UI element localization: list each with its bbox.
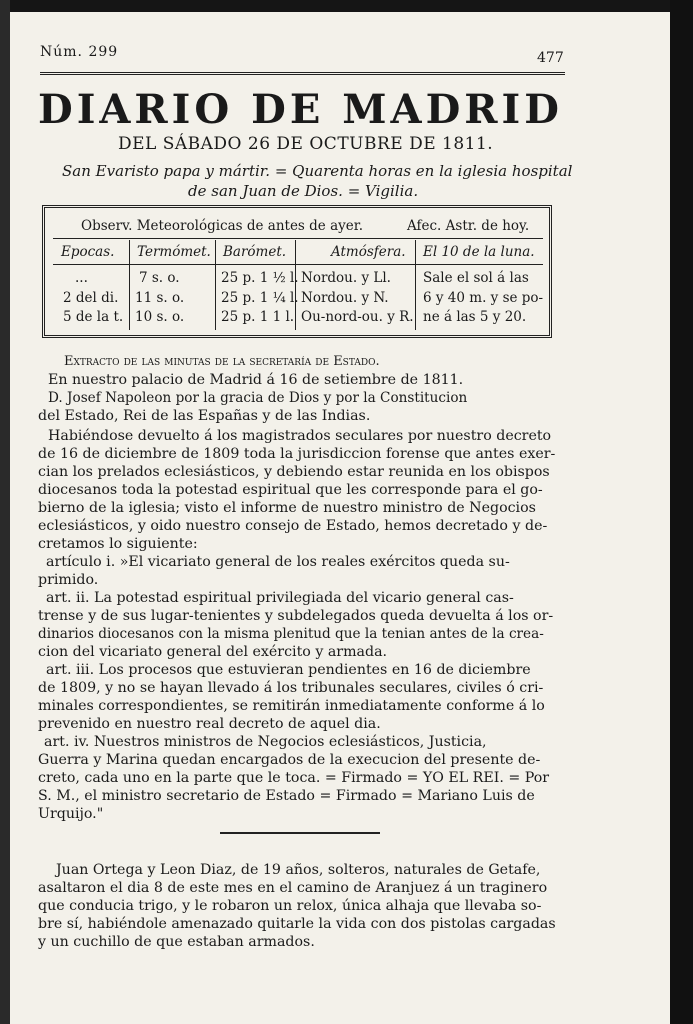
article-line: Guerra y Marina quedan encargados de la execucion del presente de- xyxy=(38,752,541,768)
row-2-epoca: 2 del di. xyxy=(63,290,119,306)
row-1-luna: Sale el sol á las xyxy=(423,270,529,286)
article-line: Urquijo." xyxy=(38,806,104,822)
header-double-rule xyxy=(40,72,565,79)
article-line: bierno de la iglesia; visto el informe de nuestro ministro de Negocios xyxy=(38,500,536,516)
news-line: que conducia trigo, y le robaron un relox, única alhaja que llevaba so- xyxy=(38,898,542,914)
scan-top-border xyxy=(0,0,693,12)
page-number: 477 xyxy=(537,50,564,66)
meteo-heading-right: Afec. Astr. de hoy. xyxy=(407,218,530,234)
article-line: de 1809, y no se hayan llevado á los tribunales seculares, civiles ó cri- xyxy=(38,680,544,696)
article-line: prevenido en nuestro real decreto de aquel dia. xyxy=(38,716,381,732)
table-col-divider xyxy=(215,240,216,330)
row-2-atmosfera: Nordou. y N. xyxy=(301,290,389,306)
row-3-atmosfera: Ou-nord-ou. y R. xyxy=(301,309,414,325)
article-line: D. Josef Napoleon por la gracia de Dios y por la Constitucion xyxy=(48,390,468,406)
meteo-heading-left: Observ. Meteorológicas de antes de ayer. xyxy=(81,218,364,234)
scan-left-border xyxy=(0,0,10,1024)
meteorological-table xyxy=(42,205,552,338)
article-line: art. ii. La potestad espiritual privilegiada del vicario general cas- xyxy=(46,590,514,606)
col-header-termometro: Termómet. xyxy=(137,244,211,260)
article-line: cretamos lo siguiente: xyxy=(38,536,198,552)
issue-date: DEL SÁBADO 26 DE OCTUBRE DE 1811. xyxy=(118,134,494,154)
article-line: dinarios diocesanos con la misma plenitud que la tenian antes de la crea- xyxy=(38,626,544,642)
col-header-luna: El 10 de la luna. xyxy=(423,244,535,260)
table-rule-top xyxy=(53,238,543,239)
table-col-divider xyxy=(129,240,130,330)
article-heading: Extracto de las minutas de la secretaría de Estado. xyxy=(64,354,380,369)
article-line: primido. xyxy=(38,572,99,588)
row-1-barometro: 25 p. 1 ½ l. xyxy=(221,270,299,286)
row-3-epoca: 5 de la t. xyxy=(63,309,124,325)
col-header-atmosfera: Atmósfera. xyxy=(331,244,406,260)
article-line: Habiéndose devuelto á los magistrados seculares por nuestro decreto xyxy=(48,428,552,444)
news-line: y un cuchillo de que estaban armados. xyxy=(38,934,315,950)
article-line: del Estado, Rei de las Españas y de las Indias. xyxy=(38,408,371,424)
article-line: minales correspondientes, se remitirán inmediatamente conforme á lo xyxy=(38,698,545,714)
row-1-atmosfera: Nordou. y Ll. xyxy=(301,270,391,286)
article-line: art. iii. Los procesos que estuvieran pendientes en 16 de diciembre xyxy=(46,662,531,678)
row-2-barometro: 25 p. 1 ¼ l. xyxy=(221,290,299,306)
section-separator xyxy=(220,832,380,834)
article-line: de 16 de diciembre de 1809 toda la jurisdiccion forense que antes exer- xyxy=(38,446,556,462)
article-line: cian los prelados eclesiásticos, y debiendo estar reunida en los obispos xyxy=(38,464,550,480)
col-header-epocas: Epocas. xyxy=(61,244,115,260)
article-line: diocesanos toda la potestad espiritual que les corresponde para el go- xyxy=(38,482,543,498)
news-line: asaltaron el dia 8 de este mes en el camino de Aranjuez á un traginero xyxy=(38,880,548,896)
news-line: Juan Ortega y Leon Diaz, de 19 años, solteros, naturales de Getafe, xyxy=(56,862,541,878)
row-3-barometro: 25 p. 1 1 l. xyxy=(221,309,295,325)
row-3-termometro: 10 s. o. xyxy=(135,309,185,325)
article-line: eclesiásticos, y oido nuestro consejo de Estado, hemos decretado y de- xyxy=(38,518,548,534)
article-line: S. M., el ministro secretario de Estado = Firmado = Mariano Luis de xyxy=(38,788,535,804)
row-1-termometro: 7 s. o. xyxy=(139,270,180,286)
saint-of-day-line-1: San Evaristo papa y mártir. = Quarenta horas en la iglesia hospital xyxy=(62,162,573,180)
article-line: En nuestro palacio de Madrid á 16 de setiembre de 1811. xyxy=(48,372,464,388)
newspaper-title: DIARIO DE MADRID xyxy=(38,86,563,133)
article-line: artículo i. »El vicariato general de los reales exércitos queda su- xyxy=(46,554,510,570)
issue-number: Núm. 299 xyxy=(40,44,119,60)
saint-of-day-line-2: de san Juan de Dios. = Vigilia. xyxy=(188,182,419,200)
news-line: bre sí, habiéndole amenazado quitarle la vida con dos pistolas cargadas xyxy=(38,916,556,932)
row-2-luna: 6 y 40 m. y se po- xyxy=(423,290,544,306)
article-line: creto, cada uno en la parte que le toca. = Firmado = YO EL REI. = Por xyxy=(38,770,550,786)
article-line: art. iv. Nuestros ministros de Negocios eclesiásticos, Justicia, xyxy=(44,734,487,750)
article-line: cion del vicariato general del exército y armada. xyxy=(38,644,388,660)
table-col-divider xyxy=(415,240,416,330)
row-1-epoca: ... xyxy=(75,270,88,286)
article-line: trense y de sus lugar-tenientes y subdelegados queda devuelta á los or- xyxy=(38,608,554,624)
row-3-luna: ne á las 5 y 20. xyxy=(423,309,527,325)
col-header-barometro: Barómet. xyxy=(223,244,287,260)
table-rule-header xyxy=(53,264,543,265)
scan-right-border xyxy=(670,0,693,1024)
row-2-termometro: 11 s. o. xyxy=(135,290,185,306)
